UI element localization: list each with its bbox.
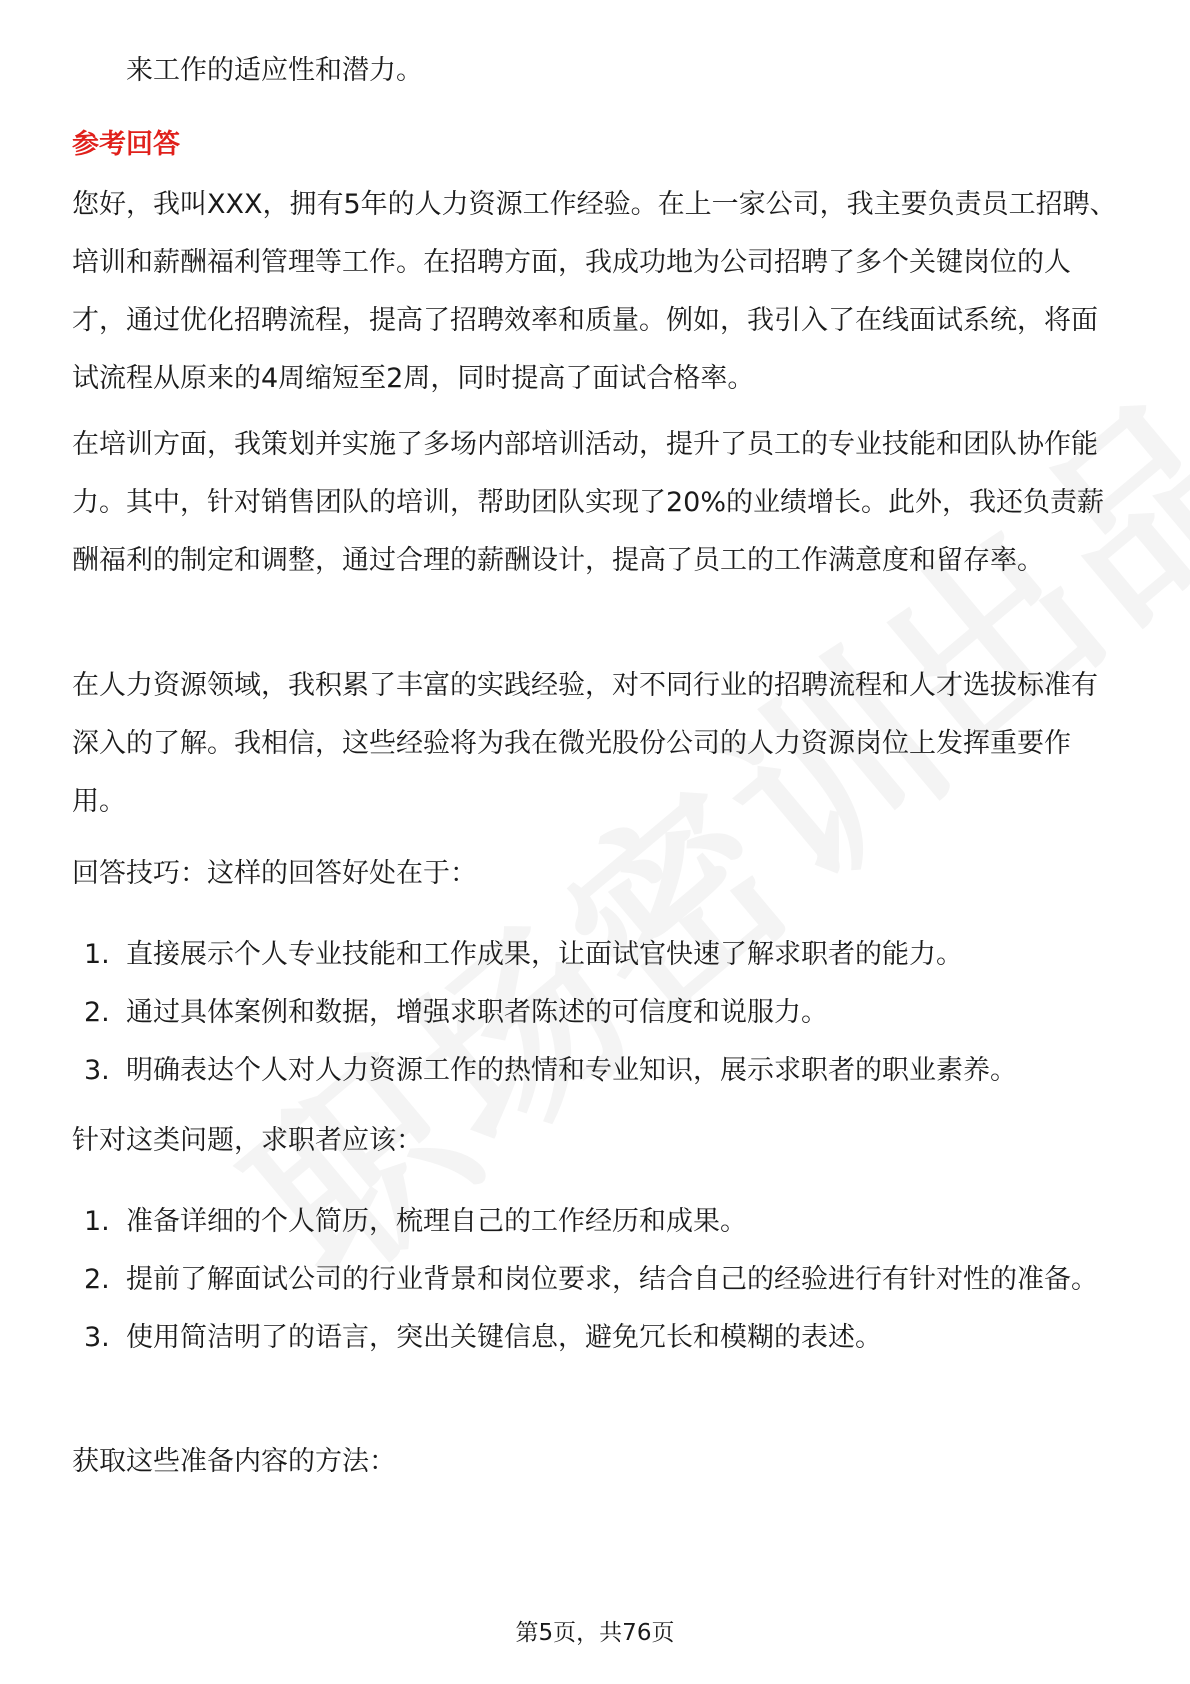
answer-paragraph-2 — [72, 416, 1122, 590]
advice-intro — [72, 1112, 1122, 1170]
list-item-text: 通过具体案例和数据，增强求职者陈述的可信度和说服力。 — [126, 997, 828, 1028]
method-intro — [72, 1433, 1122, 1491]
list-item — [72, 926, 1122, 984]
section-heading-reference-answer: 参考回答 — [72, 129, 180, 160]
advice-intro-text: 针对这类问题，求职者应该： — [72, 1125, 423, 1156]
method-intro-text: 获取这些准备内容的方法： — [72, 1446, 396, 1477]
paragraph-text: 您好，我叫XXX，拥有5年的人力资源工作经验。在上一家公司，我主要负责员工招聘、培训和薪酬福利管理等工作。在招聘方面，我成功地为公司招聘了多个关键岗位的人才，通过优化招聘流程，提高了招聘效率和质量。例如，我引入了在线面试系统，将面试流程从原来的4周缩短至2周，同时提高了面试合格率。 — [72, 189, 1117, 394]
list-number: 2. — [84, 997, 110, 1028]
tips-list — [72, 926, 1122, 1100]
advice-list — [72, 1193, 1122, 1367]
list-item — [72, 984, 1122, 1042]
page-number-footer: 第5页，共76页 — [515, 1620, 675, 1646]
list-item-text: 直接展示个人专业技能和工作成果，让面试官快速了解求职者的能力。 — [126, 939, 963, 970]
answer-paragraph-1 — [72, 176, 1122, 408]
list-item — [72, 1042, 1122, 1100]
list-number: 2. — [84, 1264, 110, 1295]
list-number: 3. — [84, 1055, 110, 1086]
list-item-text: 准备详细的个人简历，梳理自己的工作经历和成果。 — [126, 1206, 747, 1237]
tips-intro — [72, 845, 1122, 903]
paragraph-text: 在培训方面，我策划并实施了多场内部培训活动，提升了员工的专业技能和团队协作能力。其中，针对销售团队的培训，帮助团队实现了20%的业绩增长。此外，我还负责薪酬福利的制定和调整，通过合理的薪酬设计，提高了员工的工作满意度和留存率。 — [72, 429, 1105, 576]
answer-paragraph-3 — [72, 657, 1122, 831]
list-item-text: 提前了解面试公司的行业背景和岗位要求，结合自己的经验进行有针对性的准备。 — [126, 1264, 1098, 1295]
paragraph-text: 在人力资源领域，我积累了丰富的实践经验，对不同行业的招聘流程和人才选拔标准有深入的了解。我相信，这些经验将为我在微光股份公司的人力资源岗位上发挥重要作用。 — [72, 670, 1098, 817]
list-number: 1. — [84, 1206, 110, 1237]
tips-intro-text: 回答技巧：这样的回答好处在于： — [72, 858, 477, 889]
list-number: 3. — [84, 1322, 110, 1353]
continuation-line: 来工作的适应性和潜力。 — [126, 55, 423, 86]
list-item — [72, 1309, 1122, 1367]
list-item-text: 明确表达个人对人力资源工作的热情和专业知识，展示求职者的职业素养。 — [126, 1055, 1017, 1086]
list-item-text: 使用简洁明了的语言，突出关键信息，避免冗长和模糊的表述。 — [126, 1322, 882, 1353]
list-item — [72, 1251, 1122, 1309]
list-number: 1. — [84, 939, 110, 970]
list-item — [72, 1193, 1122, 1251]
